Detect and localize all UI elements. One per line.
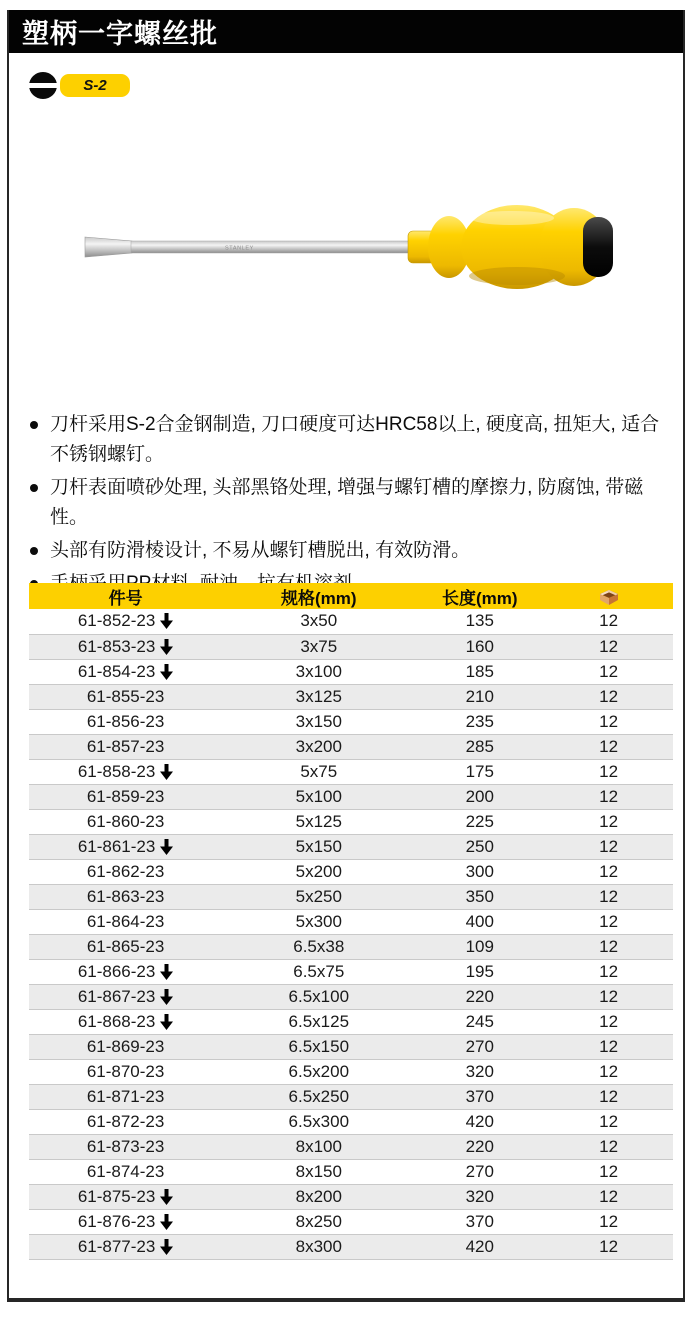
slotted-head-icon-slot [28, 83, 58, 88]
length-cell: 420 [465, 1236, 494, 1256]
qty-cell: 12 [599, 1086, 619, 1106]
qty-cell: 12 [599, 686, 619, 706]
qty-cell: 12 [599, 1061, 619, 1081]
col-header-part: 件号 [29, 583, 222, 609]
part-number-cell [29, 1209, 222, 1234]
bullet-dot-icon [30, 421, 38, 429]
spec-cell: 6.5x200 [288, 1061, 350, 1081]
spec-cell: 5x125 [295, 811, 342, 831]
page-frame [7, 10, 685, 1302]
part-number: 61-872-23 [86, 1111, 165, 1131]
table-row [29, 1059, 673, 1084]
spec-cell: 5x250 [295, 886, 342, 906]
length-cell: 245 [465, 1011, 494, 1031]
down-arrow-icon [160, 664, 173, 680]
length-cell: 185 [465, 661, 494, 681]
part-number-cell [29, 1134, 222, 1159]
product-icon-row [9, 70, 683, 100]
qty-cell: 12 [599, 636, 619, 656]
part-number: 61-852-23 [77, 611, 156, 631]
length-cell: 210 [465, 686, 494, 706]
table-row [29, 609, 673, 634]
spec-cell: 5x200 [295, 861, 342, 881]
table-row [29, 684, 673, 709]
down-arrow-icon [160, 639, 173, 655]
part-number-cell [29, 1034, 222, 1059]
part-number-cell [29, 884, 222, 909]
spec-cell: 5x100 [295, 786, 342, 806]
part-number-cell [29, 959, 222, 984]
spec-cell: 3x125 [295, 686, 342, 706]
length-cell: 225 [465, 811, 494, 831]
down-arrow-icon [160, 1214, 173, 1230]
spec-table-header [29, 583, 673, 609]
part-number: 61-857-23 [86, 736, 165, 756]
qty-cell: 12 [599, 711, 619, 731]
table-row [29, 759, 673, 784]
part-number: 61-868-23 [77, 1011, 156, 1031]
steel-grade-badge-label: S-2 [83, 77, 107, 94]
feature-item [28, 410, 673, 470]
part-number: 61-866-23 [77, 961, 156, 981]
part-number: 61-874-23 [86, 1161, 165, 1181]
qty-cell: 12 [599, 961, 619, 981]
part-number-cell [29, 634, 222, 659]
part-number: 61-864-23 [86, 911, 165, 931]
length-cell: 160 [465, 636, 494, 656]
length-cell: 270 [465, 1161, 494, 1181]
part-number-cell [29, 1159, 222, 1184]
col-header-qty [544, 583, 673, 609]
part-number-cell [29, 759, 222, 784]
length-cell: 370 [465, 1086, 494, 1106]
qty-cell: 12 [599, 1161, 619, 1181]
part-number: 61-859-23 [86, 786, 165, 806]
part-number-cell [29, 1109, 222, 1134]
spec-table [29, 583, 673, 1260]
length-cell: 200 [465, 786, 494, 806]
qty-cell: 12 [599, 861, 619, 881]
part-number: 61-873-23 [86, 1136, 165, 1156]
part-number: 61-856-23 [86, 711, 165, 731]
spec-cell: 3x150 [295, 711, 342, 731]
qty-cell: 12 [599, 1036, 619, 1056]
spec-cell: 6.5x75 [293, 961, 345, 981]
feature-text: 刀杆采用S-2合金钢制造, 刀口硬度可达HRC58以上, 硬度高, 扭矩大, 适合不锈钢螺钉。 [50, 414, 660, 465]
table-row [29, 1084, 673, 1109]
part-number-cell [29, 834, 222, 859]
spec-cell: 6.5x100 [288, 986, 350, 1006]
qty-cell: 12 [599, 911, 619, 931]
part-number-cell [29, 1184, 222, 1209]
length-cell: 235 [465, 711, 494, 731]
feature-text: 头部有防滑棱设计, 不易从螺钉槽脱出, 有效防滑。 [50, 540, 471, 561]
part-number: 61-876-23 [77, 1211, 156, 1231]
down-arrow-icon [160, 964, 173, 980]
qty-cell: 12 [599, 1186, 619, 1206]
down-arrow-icon [160, 764, 173, 780]
spec-cell: 3x200 [295, 736, 342, 756]
part-number: 61-855-23 [86, 686, 165, 706]
spec-cell: 8x150 [295, 1161, 342, 1181]
table-row [29, 1159, 673, 1184]
part-number-cell [29, 784, 222, 809]
table-row [29, 1109, 673, 1134]
title-bar [9, 10, 683, 53]
qty-cell: 12 [599, 1236, 619, 1256]
length-cell: 420 [465, 1111, 494, 1131]
table-row [29, 984, 673, 1009]
shaft-brand-text: STANLEY [225, 245, 254, 252]
down-arrow-icon [160, 1189, 173, 1205]
spec-cell: 8x100 [295, 1136, 342, 1156]
table-row [29, 1209, 673, 1234]
qty-cell: 12 [599, 661, 619, 681]
part-number-cell [29, 709, 222, 734]
qty-cell: 12 [599, 1111, 619, 1131]
length-cell: 270 [465, 1036, 494, 1056]
down-arrow-icon [160, 613, 173, 629]
length-cell: 300 [465, 861, 494, 881]
length-cell: 400 [465, 911, 494, 931]
table-row [29, 809, 673, 834]
part-number-cell [29, 1059, 222, 1084]
col-header-spec: 规格(mm) [222, 583, 415, 609]
length-cell: 220 [465, 986, 494, 1006]
carton-box-icon [597, 588, 621, 606]
part-number-cell [29, 1084, 222, 1109]
down-arrow-icon [160, 839, 173, 855]
spec-cell: 8x300 [295, 1236, 342, 1256]
table-row [29, 634, 673, 659]
part-number: 61-869-23 [86, 1036, 165, 1056]
feature-list [28, 410, 673, 602]
bullet-dot-icon [30, 484, 38, 492]
part-number-cell [29, 984, 222, 1009]
length-cell: 109 [465, 936, 494, 956]
qty-cell: 12 [599, 761, 619, 781]
feature-text: 刀杆表面喷砂处理, 头部黑铬处理, 增强与螺钉槽的摩擦力, 防腐蚀, 带磁性。 [50, 477, 644, 528]
part-number-cell [29, 809, 222, 834]
part-number-cell [29, 684, 222, 709]
spec-cell: 8x200 [295, 1186, 342, 1206]
down-arrow-icon [160, 1239, 173, 1255]
spec-cell: 6.5x300 [288, 1111, 350, 1131]
length-cell: 320 [465, 1061, 494, 1081]
table-row [29, 1234, 673, 1259]
length-cell: 350 [465, 886, 494, 906]
slotted-head-icon [29, 72, 57, 99]
length-cell: 250 [465, 836, 494, 856]
spec-cell: 3x75 [300, 636, 338, 656]
spec-cell: 6.5x250 [288, 1086, 350, 1106]
qty-cell: 12 [599, 1211, 619, 1231]
qty-cell: 12 [599, 811, 619, 831]
part-number: 61-870-23 [86, 1061, 165, 1081]
table-row [29, 884, 673, 909]
table-row [29, 709, 673, 734]
part-number: 61-877-23 [77, 1236, 156, 1256]
part-number: 61-861-23 [77, 836, 156, 856]
table-row [29, 959, 673, 984]
part-number: 61-860-23 [86, 811, 165, 831]
spec-cell: 3x50 [300, 611, 338, 631]
qty-cell: 12 [599, 1011, 619, 1031]
spec-cell: 5x75 [300, 761, 338, 781]
table-row [29, 1184, 673, 1209]
spec-cell: 3x100 [295, 661, 342, 681]
part-number: 61-875-23 [77, 1186, 156, 1206]
qty-cell: 12 [599, 986, 619, 1006]
length-cell: 195 [465, 961, 494, 981]
part-number-cell [29, 734, 222, 759]
part-number: 61-871-23 [86, 1086, 165, 1106]
table-row [29, 1034, 673, 1059]
qty-cell: 12 [599, 786, 619, 806]
feature-item [28, 473, 673, 533]
table-row [29, 859, 673, 884]
part-number: 61-853-23 [77, 636, 156, 656]
part-number-cell [29, 1234, 222, 1259]
table-row [29, 784, 673, 809]
qty-cell: 12 [599, 611, 619, 631]
table-row [29, 659, 673, 684]
spec-cell: 6.5x125 [288, 1011, 350, 1031]
length-cell: 320 [465, 1186, 494, 1206]
part-number-cell [29, 1009, 222, 1034]
bullet-dot-icon [30, 547, 38, 555]
spec-cell: 8x250 [295, 1211, 342, 1231]
part-number: 61-865-23 [86, 936, 165, 956]
part-number-cell [29, 934, 222, 959]
qty-cell: 12 [599, 936, 619, 956]
spec-table-body [29, 609, 673, 1259]
col-header-length: 长度(mm) [415, 583, 544, 609]
qty-cell: 12 [599, 886, 619, 906]
part-number-cell [29, 859, 222, 884]
part-number: 61-867-23 [77, 986, 156, 1006]
down-arrow-icon [160, 989, 173, 1005]
table-row [29, 734, 673, 759]
part-number-cell [29, 909, 222, 934]
qty-cell: 12 [599, 736, 619, 756]
down-arrow-icon [160, 1014, 173, 1030]
feature-item [28, 536, 673, 566]
qty-cell: 12 [599, 1136, 619, 1156]
table-row [29, 834, 673, 859]
part-number: 61-854-23 [77, 661, 156, 681]
table-row [29, 909, 673, 934]
table-row [29, 934, 673, 959]
screwdriver-product-image [77, 192, 617, 302]
page-title: 塑柄一字螺丝批 [22, 19, 218, 49]
part-number: 61-863-23 [86, 886, 165, 906]
length-cell: 135 [465, 611, 494, 631]
spec-cell: 6.5x38 [293, 936, 345, 956]
length-cell: 175 [465, 761, 494, 781]
table-row [29, 1134, 673, 1159]
length-cell: 370 [465, 1211, 494, 1231]
spec-cell: 5x300 [295, 911, 342, 931]
length-cell: 220 [465, 1136, 494, 1156]
part-number-cell [29, 659, 222, 684]
length-cell: 285 [465, 736, 494, 756]
part-number: 61-858-23 [77, 761, 156, 781]
part-number: 61-862-23 [86, 861, 165, 881]
part-number-cell [29, 609, 222, 634]
spec-cell: 6.5x150 [288, 1036, 350, 1056]
steel-grade-badge [60, 74, 130, 97]
qty-cell: 12 [599, 836, 619, 856]
table-row [29, 1009, 673, 1034]
spec-cell: 5x150 [295, 836, 342, 856]
